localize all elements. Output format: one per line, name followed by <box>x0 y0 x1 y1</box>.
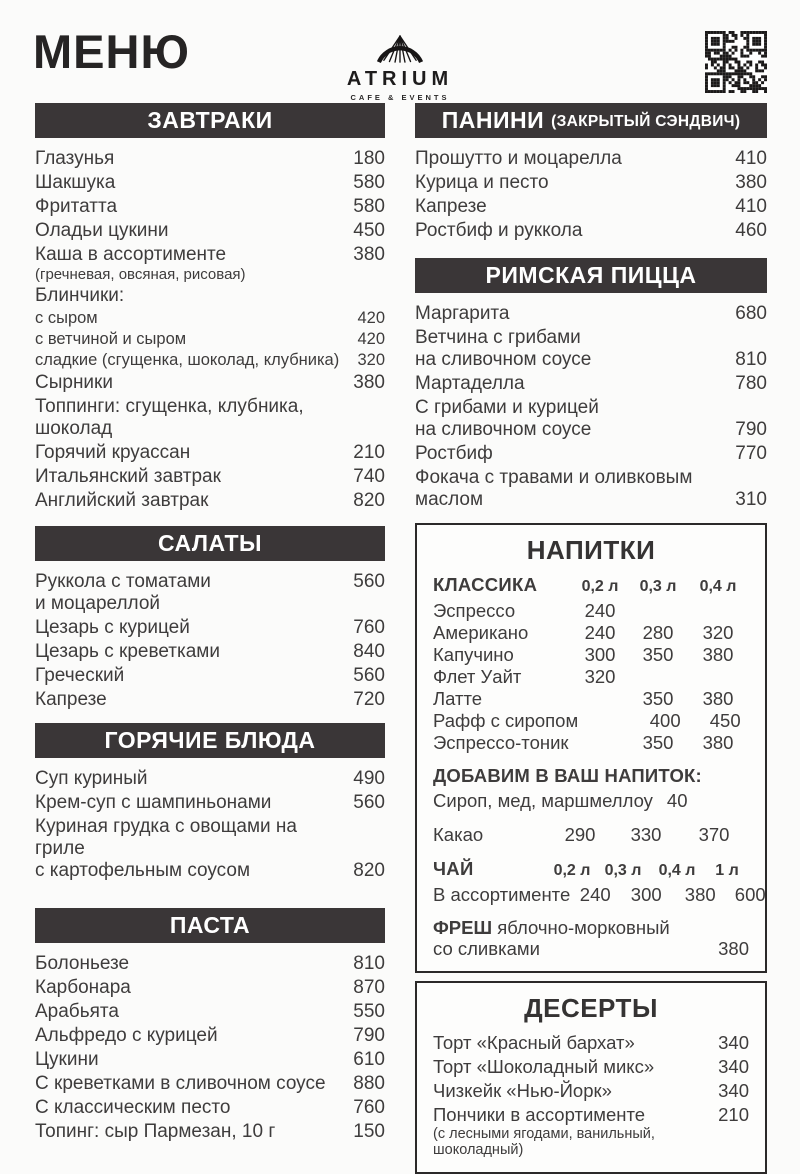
item-price: 340 <box>718 1080 749 1101</box>
menu-item-row <box>35 220 385 242</box>
drink-price: 350 <box>642 644 674 665</box>
item-price: 380 <box>353 244 385 265</box>
drink-price: 290 <box>564 824 596 845</box>
item-name: Болоньезе <box>35 953 130 974</box>
item-name: Английский завтрак <box>35 490 209 511</box>
item-price: 760 <box>353 617 385 638</box>
drink-row <box>433 666 749 687</box>
item-price: 550 <box>353 1001 385 1022</box>
item-name: Фокача с травами и оливковым маслом <box>415 467 693 510</box>
menu-item-row <box>35 689 385 711</box>
item-price: 780 <box>735 373 767 394</box>
item-name: Топинг: сыр Пармезан, 10 г <box>35 1121 276 1142</box>
item-name: Карбонара <box>35 977 131 998</box>
section-title: ЗАВТРАКИ <box>147 107 273 133</box>
item-name: Топпинги: сгущенка, клубника, шоколад <box>35 396 304 439</box>
item-price: 770 <box>735 443 767 464</box>
section-title: ГОРЯЧИЕ БЛЮДА <box>104 727 316 753</box>
item-name: с ветчиной и сыром <box>35 330 187 348</box>
drink-price: 240 <box>579 884 611 905</box>
menu-item-row <box>35 617 385 639</box>
additions-line <box>433 790 749 812</box>
menu-item-row <box>415 196 767 218</box>
menu-item-row <box>35 351 385 370</box>
size-02: 0,2 л <box>581 578 619 595</box>
item-name: Арабьята <box>35 1001 119 1022</box>
section-header-salads <box>35 526 385 561</box>
item-price: 580 <box>353 196 385 217</box>
section-title: САЛАТЫ <box>157 530 263 556</box>
fresh-row <box>433 917 749 959</box>
menu-item-row <box>35 372 385 394</box>
size-03: 0,3 л <box>639 578 677 595</box>
item-name: Оладьи цукини <box>35 220 169 241</box>
item-note: (гречневая, овсяная, рисовая) <box>35 266 246 283</box>
menu-item-row <box>35 1073 385 1095</box>
menu-item-row <box>35 309 385 328</box>
item-name: Суп куриный <box>35 768 148 789</box>
menu-item-row <box>415 397 767 441</box>
fresh-label: ФРЕШ <box>433 917 493 938</box>
tea-label: ЧАЙ <box>433 858 474 879</box>
menu-item-row <box>415 467 767 511</box>
item-price: 460 <box>735 220 767 241</box>
item-name: Греческий <box>35 665 125 686</box>
panini-items <box>415 148 767 242</box>
item-name: Сырники <box>35 372 113 393</box>
item-price: 560 <box>353 571 385 592</box>
logo <box>0 26 800 102</box>
cocoa-row <box>433 824 749 845</box>
item-price: 610 <box>353 1049 385 1070</box>
drink-row <box>433 824 749 845</box>
right-column <box>415 103 767 1174</box>
menu-item-row <box>415 220 767 242</box>
qr-code-icon <box>705 31 767 93</box>
pasta-items <box>35 953 385 1143</box>
drink-price: 320 <box>702 622 734 643</box>
menu-item-row <box>35 641 385 663</box>
menu-item-row <box>35 571 385 615</box>
drink-price: 350 <box>642 688 674 709</box>
item-name: Ростбиф и руккола <box>415 220 583 241</box>
item-price: 580 <box>353 172 385 193</box>
menu-item-row <box>433 1080 749 1102</box>
menu-item-row <box>35 148 385 170</box>
menu-item-row <box>35 1121 385 1143</box>
item-price: 820 <box>353 860 385 881</box>
drink-price: 280 <box>642 622 674 643</box>
size-04: 0,4 л <box>699 578 737 595</box>
menu-item-row <box>35 442 385 464</box>
drink-price: 370 <box>698 824 730 845</box>
drink-price <box>571 732 629 753</box>
item-name: с сыром <box>35 309 98 327</box>
menu-item-row <box>433 1104 749 1158</box>
item-price: 410 <box>735 196 767 217</box>
item-name: Куриная грудка с овощами на гриле с картофельным соусом <box>35 816 297 881</box>
item-name: Ветчина с грибами на сливочном соусе <box>415 327 592 370</box>
item-price: 210 <box>353 442 385 463</box>
menu-item-row <box>35 953 385 975</box>
section-header-pasta <box>35 908 385 943</box>
item-name: Цукини <box>35 1049 99 1070</box>
item-note: шоколадный) <box>433 1142 524 1158</box>
fresh-kind: яблочно-морковный <box>497 917 670 938</box>
drink-price: 300 <box>630 884 662 905</box>
tea-size-03: 0,3 л <box>604 862 642 879</box>
item-name: Курица и песто <box>415 172 549 193</box>
item-name: Альфредо с курицей <box>35 1025 218 1046</box>
drink-name: Какао <box>433 824 484 845</box>
item-price: 840 <box>353 641 385 662</box>
item-name: С грибами и курицей на сливочном соусе <box>415 397 599 440</box>
item-price: 560 <box>353 665 385 686</box>
item-name: Блинчики: <box>35 285 125 306</box>
drink-price: 450 <box>709 710 741 731</box>
tea-rows <box>433 884 766 905</box>
drink-name: Эспрессо <box>433 600 516 621</box>
item-price: 790 <box>353 1025 385 1046</box>
salads-items <box>35 571 385 711</box>
item-name: Глазунья <box>35 148 115 169</box>
hot-dishes-items <box>35 768 385 882</box>
drink-row <box>433 644 749 665</box>
menu-item-row <box>415 327 767 371</box>
section-header-pizza <box>415 258 767 293</box>
item-price: 810 <box>353 953 385 974</box>
menu-item-row <box>433 1056 749 1078</box>
drink-name: Капучино <box>433 644 514 665</box>
drink-price: 600 <box>734 884 766 905</box>
drink-name: Рафф с сиропом <box>433 710 579 731</box>
item-price: 560 <box>353 792 385 813</box>
section-title: ПАСТА <box>169 912 251 938</box>
item-name: Ростбиф <box>415 443 493 464</box>
section-title: ПАНИНИ <box>441 107 545 133</box>
drink-price: 240 <box>584 600 616 621</box>
item-price: 420 <box>357 309 385 327</box>
drink-row <box>433 732 749 753</box>
item-price: 790 <box>735 419 767 440</box>
drink-name: Флет Уайт <box>433 666 522 687</box>
drink-price <box>687 666 749 687</box>
menu-item-row <box>415 303 767 325</box>
menu-item-row <box>35 196 385 218</box>
item-price: 450 <box>353 220 385 241</box>
breakfast-items <box>35 148 385 512</box>
menu-item-row <box>35 665 385 687</box>
item-name: Маргарита <box>415 303 510 324</box>
drink-price: 330 <box>630 824 662 845</box>
item-price: 740 <box>353 466 385 487</box>
item-price: 180 <box>353 148 385 169</box>
drink-price <box>629 600 687 621</box>
fresh-kind-line2: со сливками <box>433 938 540 959</box>
item-name: Чизкейк «Нью-Йорк» <box>433 1080 612 1101</box>
section-salads <box>35 526 385 711</box>
item-name: Прошутто и моцарелла <box>415 148 622 169</box>
fresh-price: 380 <box>718 938 749 959</box>
menu-item-row <box>35 768 385 790</box>
menu-columns <box>0 103 800 1174</box>
drink-price: 240 <box>584 622 616 643</box>
fresh-name <box>433 917 670 959</box>
drink-row <box>433 622 749 643</box>
drink-price: 380 <box>684 884 716 905</box>
drink-price: 380 <box>702 644 734 665</box>
item-name: Каша в ассортименте (гречневая, овсяная, рисовая) <box>35 244 343 283</box>
item-price: 150 <box>353 1121 385 1142</box>
menu-item-row <box>35 466 385 488</box>
desserts-title: ДЕСЕРТЫ <box>524 993 658 1023</box>
item-name: Цезарь с курицей <box>35 617 190 638</box>
menu-item-row <box>35 396 385 440</box>
tea-header <box>433 858 749 880</box>
item-name: Крем-суп с шампиньонами <box>35 792 272 813</box>
desserts-items <box>433 1032 749 1158</box>
menu-item-row <box>35 490 385 512</box>
item-price: 340 <box>718 1056 749 1077</box>
drink-name: Эспрессо-тоник <box>433 732 569 753</box>
classic-label: КЛАССИКА <box>433 574 538 595</box>
item-price: 760 <box>353 1097 385 1118</box>
item-price: 820 <box>353 490 385 511</box>
drink-price: 320 <box>584 666 616 687</box>
drink-price <box>687 600 749 621</box>
item-price: 310 <box>735 489 767 510</box>
section-pizza <box>415 258 767 511</box>
item-name: Мартаделла <box>415 373 525 394</box>
drink-price: 380 <box>702 688 734 709</box>
drink-price <box>571 688 629 709</box>
drink-price: 380 <box>702 732 734 753</box>
item-price: 880 <box>353 1073 385 1094</box>
drink-name: В ассортименте <box>433 884 571 905</box>
menu-item-row <box>35 816 385 882</box>
section-breakfast <box>35 103 385 512</box>
menu-item-row <box>35 1097 385 1119</box>
item-name: сладкие (сгущенка, шоколад, клубника) <box>35 351 340 369</box>
section-title-note: (ЗАКРЫТЫЙ СЭНДВИЧ) <box>551 112 741 130</box>
item-name: Капрезе <box>415 196 487 217</box>
item-price: 680 <box>735 303 767 324</box>
menu-item-row <box>415 373 767 395</box>
item-name: Капрезе <box>35 689 107 710</box>
item-price: 210 <box>718 1104 749 1125</box>
item-name: С классическим песто <box>35 1097 231 1118</box>
menu-item-row <box>35 1025 385 1047</box>
item-name: Горячий круассан <box>35 442 191 463</box>
section-pasta <box>35 908 385 1143</box>
drink-row <box>433 600 749 621</box>
drink-additions <box>433 765 749 812</box>
menu-item-row <box>433 1032 749 1054</box>
section-header-panini <box>415 103 767 138</box>
tea-size-02: 0,2 л <box>553 862 591 879</box>
item-name: С креветками в сливочном соусе <box>35 1073 326 1094</box>
item-price: 720 <box>353 689 385 710</box>
item-name: Фритатта <box>35 196 118 217</box>
menu-item-row <box>35 792 385 814</box>
classic-coffee-header <box>433 574 749 596</box>
logo-name: ATRIUM <box>346 68 454 90</box>
menu-item-row <box>415 443 767 465</box>
drink-name: Латте <box>433 688 483 709</box>
drink-price: 300 <box>584 644 616 665</box>
item-name: Пончики в ассортименте (с лесными ягодами, ванильный, шоколадный) <box>433 1104 708 1158</box>
item-name: Торт «Шоколадный микс» <box>433 1056 655 1077</box>
dome-rays-icon <box>369 26 431 66</box>
menu-item-row <box>35 977 385 999</box>
menu-item-row <box>35 330 385 349</box>
drink-price <box>578 710 636 731</box>
menu-item-row <box>35 172 385 194</box>
tea-size-04: 0,4 л <box>658 862 696 879</box>
item-price: 490 <box>353 768 385 789</box>
section-header-hot-dishes <box>35 723 385 758</box>
item-price: 870 <box>353 977 385 998</box>
drink-row <box>433 710 749 731</box>
menu-item-row <box>35 244 385 283</box>
item-name: Итальянский завтрак <box>35 466 221 487</box>
drink-name: Американо <box>433 622 529 643</box>
drink-price <box>629 666 687 687</box>
menu-item-row <box>35 1001 385 1023</box>
item-price: 380 <box>353 372 385 393</box>
drinks-box <box>415 523 767 973</box>
menu-item-row <box>35 1049 385 1071</box>
left-column <box>35 103 385 1174</box>
section-panini <box>415 103 767 242</box>
additions-price: 40 <box>666 790 688 811</box>
item-name: Шакшука <box>35 172 116 193</box>
item-name: Цезарь с креветками <box>35 641 220 662</box>
item-price: 420 <box>357 330 385 348</box>
section-header-breakfast <box>35 103 385 138</box>
classic-coffee-rows <box>433 600 749 753</box>
item-note: (с лесными ягодами, ванильный, <box>433 1126 655 1142</box>
item-price: 380 <box>735 172 767 193</box>
item-name: Торт «Красный бархат» <box>433 1032 635 1053</box>
menu-item-row <box>415 148 767 170</box>
item-price: 410 <box>735 148 767 169</box>
desserts-box <box>415 981 767 1174</box>
page-title: МЕНЮ <box>33 25 190 78</box>
item-name: Руккола с томатами и моцареллой <box>35 571 211 614</box>
drink-row <box>433 688 749 709</box>
drinks-title: НАПИТКИ <box>526 535 656 565</box>
section-hot-dishes <box>35 723 385 882</box>
drink-row <box>433 884 766 905</box>
menu-item-row <box>35 285 385 307</box>
logo-subtitle: CAFE & EVENTS <box>350 93 450 102</box>
item-price: 340 <box>718 1032 749 1053</box>
item-price: 810 <box>735 349 767 370</box>
additions-label: ДОБАВИМ В ВАШ НАПИТОК: <box>433 765 702 786</box>
menu-item-row <box>415 172 767 194</box>
tea-size-1l: 1 л <box>715 862 739 879</box>
additions-items: Сироп, мед, маршмеллоу <box>433 790 653 811</box>
page-header <box>0 0 800 103</box>
pizza-items <box>415 303 767 511</box>
drink-price: 350 <box>642 732 674 753</box>
section-title: РИМСКАЯ ПИЦЦА <box>485 262 697 288</box>
drink-price: 400 <box>649 710 681 731</box>
item-price: 320 <box>357 351 385 369</box>
